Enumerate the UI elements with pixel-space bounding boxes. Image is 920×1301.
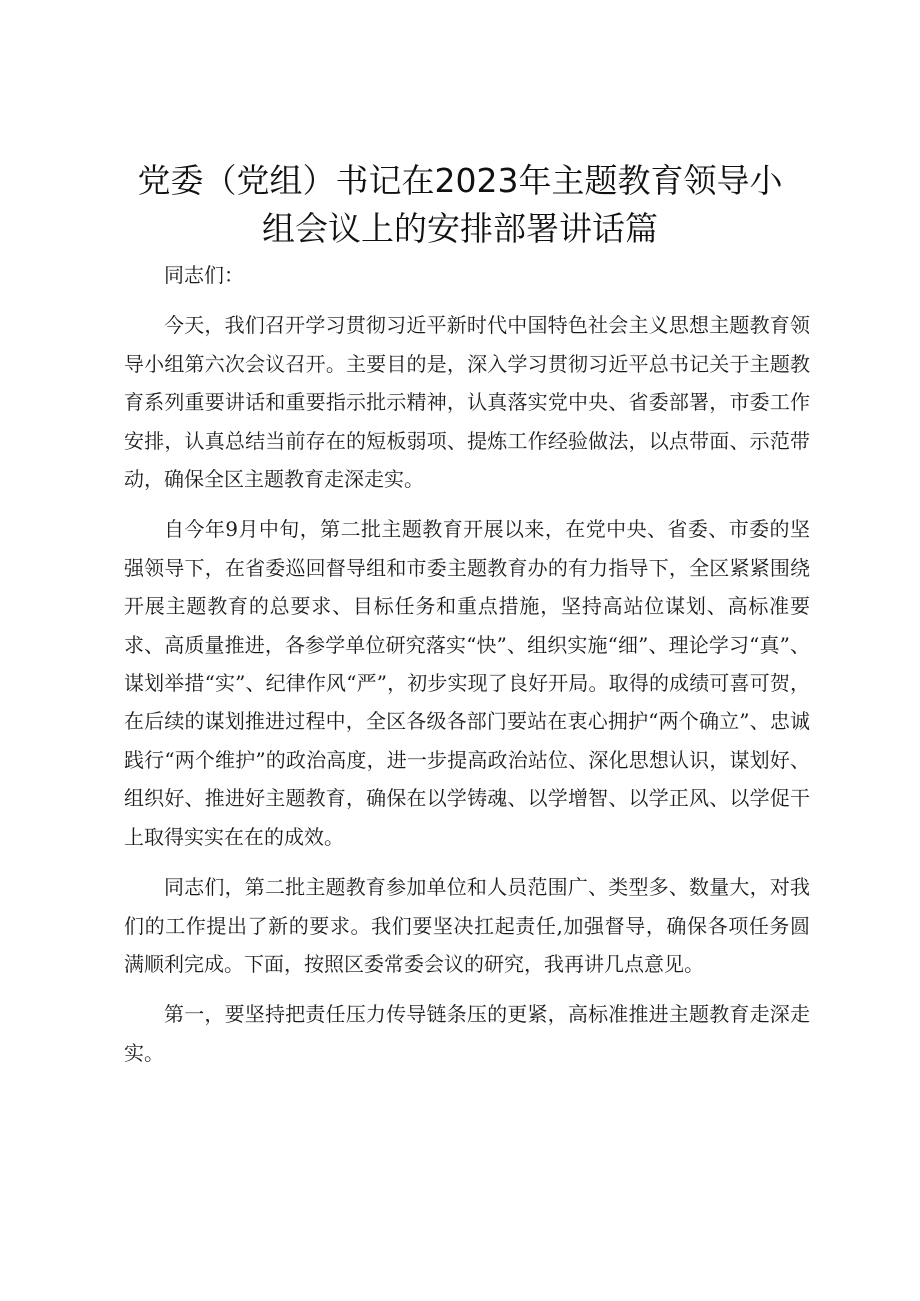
- document-body: [124, 256, 810, 1084]
- document-title: [100, 157, 820, 253]
- title-line-1: 党委（党组）书记在2023年主题教育领导小: [137, 161, 783, 200]
- salutation: 同志们：: [164, 263, 244, 287]
- paragraph-2: 自今年9月中旬，第二批主题教育开展以来，在党中央、省委、市委的坚强领导下，在省委巡回督导组和市委主题教育办的有力指导下，全区紧紧围绕开展主题教育的总要求、目标任务和重点措施，坚持高站位谋划、高标准要求、高质量推进，各参学单位研究落实“快”、组织实施“细”、理论学习“真”、谋划举措“实”、纪律作风“严”，初步实现了良好开局。取得的成绩可喜可贺，在后续的谋划推进过程中，全区各级各部门要站在衷心拥护“两个确立”、忠诚践行“两个维护”的政治高度，进一步提高政治站位、深化思想认识，谋划好、组织好、推进好主题教育，确保在以学铸魂、以学增智、以学正风、以学促干上取得实实在在的成效。: [124, 517, 810, 849]
- title-line-2: 组会议上的安排部署讲话篇: [262, 209, 658, 248]
- paragraph-3: 同志们，第二批主题教育参加单位和人员范围广、类型多、数量大，对我们的工作提出了新的要求。我们要坚决扛起责任,加强督导，确保各项任务圆满顺利完成。下面，按照区委常委会议的研究，我再讲几点意见。: [124, 875, 810, 976]
- paragraph-1: 今天，我们召开学习贯彻习近平新时代中国特色社会主义思想主题教育领导小组第六次会议召开。主要目的是，深入学习贯彻习近平总书记关于主题教育系列重要讲话和重要指示批示精神，认真落实党中央、省委部署，市委工作安排，认真总结当前存在的短板弱项、提炼工作经验做法，以点带面、示范带动，确保全区主题教育走深走实。: [124, 313, 810, 492]
- paragraph-4: 第一，要坚持把责任压力传导链条压的更紧，高标准推进主题教育走深走实。: [124, 1002, 810, 1065]
